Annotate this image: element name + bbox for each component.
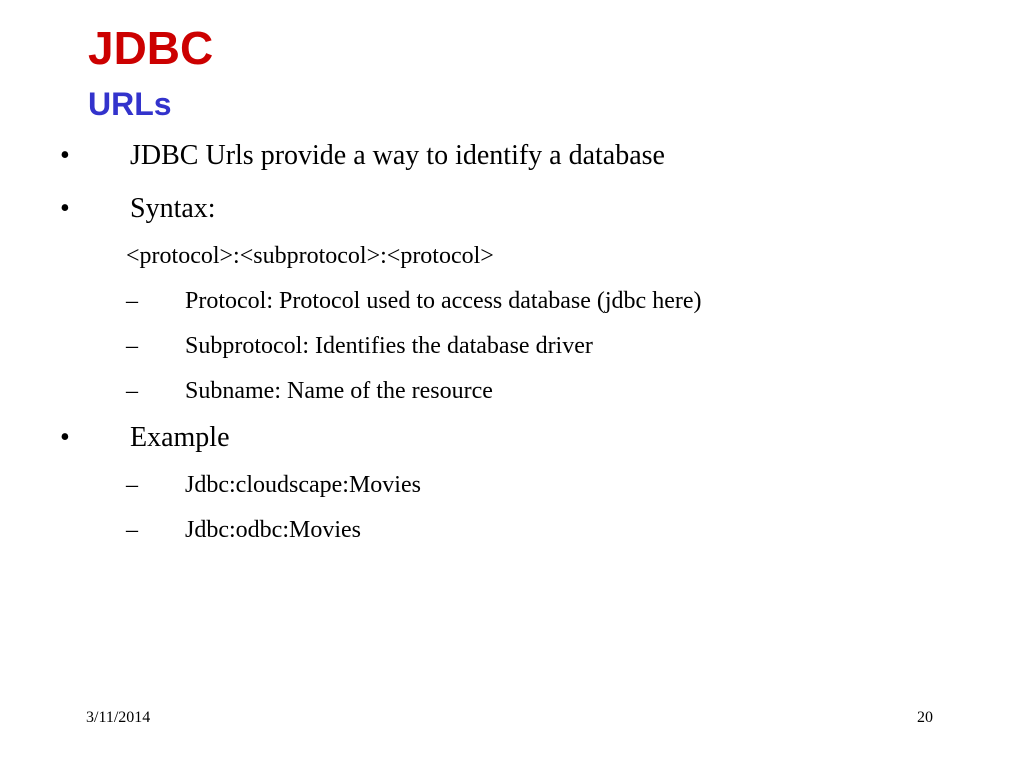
sub-list-text: Protocol: Protocol used to access database (jdbc here) xyxy=(185,288,702,314)
sub-list-text: Subprotocol: Identifies the database driver xyxy=(185,333,593,359)
dash-marker: – xyxy=(126,378,138,404)
bullet-text: Example xyxy=(130,422,230,453)
sub-list-text: Subname: Name of the resource xyxy=(185,378,493,404)
bullet-marker: • xyxy=(60,422,70,453)
bullet-text: JDBC Urls provide a way to identify a database xyxy=(130,140,665,171)
dash-marker: – xyxy=(126,333,138,359)
footer-date: 3/11/2014 xyxy=(86,709,151,726)
bullet-marker: • xyxy=(60,193,70,224)
dash-marker: – xyxy=(126,517,138,543)
sub-list-text: Jdbc:odbc:Movies xyxy=(185,517,361,543)
syntax-line: <protocol>:<subprotocol>:<protocol> xyxy=(126,243,494,269)
dash-marker: – xyxy=(126,472,138,498)
page-number: 20 xyxy=(917,709,933,726)
dash-marker: – xyxy=(126,288,138,314)
sub-list-text: Jdbc:cloudscape:Movies xyxy=(185,472,421,498)
slide-subtitle: URLs xyxy=(88,86,172,122)
bullet-text: Syntax: xyxy=(130,193,216,224)
slide-title: JDBC xyxy=(88,22,214,74)
bullet-marker: • xyxy=(60,140,70,171)
